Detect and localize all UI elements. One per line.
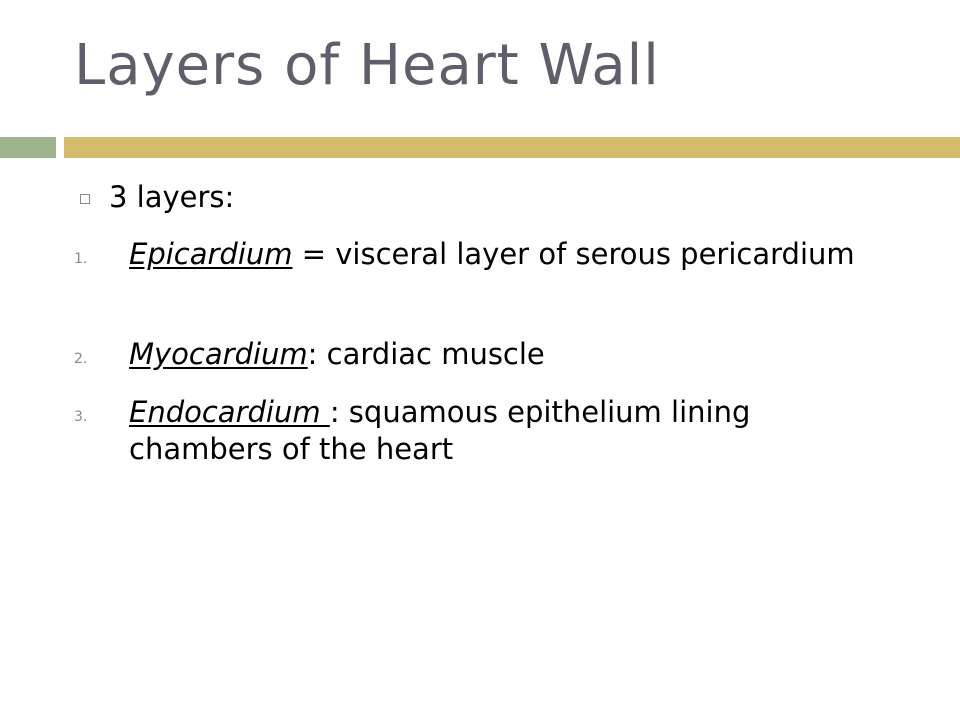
numbered-item (74, 394, 889, 468)
slide-title: Layers of Heart Wall (74, 33, 660, 98)
square-bullet-icon (80, 194, 90, 204)
item-number: 2. (74, 351, 88, 367)
item-body (129, 394, 889, 468)
item-term: Myocardium (129, 337, 308, 371)
item-term: Epicardium (129, 237, 293, 271)
bullet-item (80, 180, 234, 215)
item-number: 1. (74, 251, 88, 267)
item-body (129, 236, 889, 273)
item-description: : squamous epithelium lining chambers of the heart (129, 395, 751, 466)
item-term: Endocardium (129, 395, 330, 429)
accent-bar-right (64, 137, 960, 158)
accent-bar-left (0, 137, 56, 158)
item-description: : cardiac muscle (307, 337, 545, 371)
item-body (129, 336, 889, 373)
item-number: 3. (74, 409, 88, 425)
numbered-item (74, 336, 889, 373)
item-description: = visceral layer of serous pericardium (292, 237, 855, 271)
numbered-item (74, 236, 889, 273)
bullet-text: 3 layers: (109, 180, 235, 214)
